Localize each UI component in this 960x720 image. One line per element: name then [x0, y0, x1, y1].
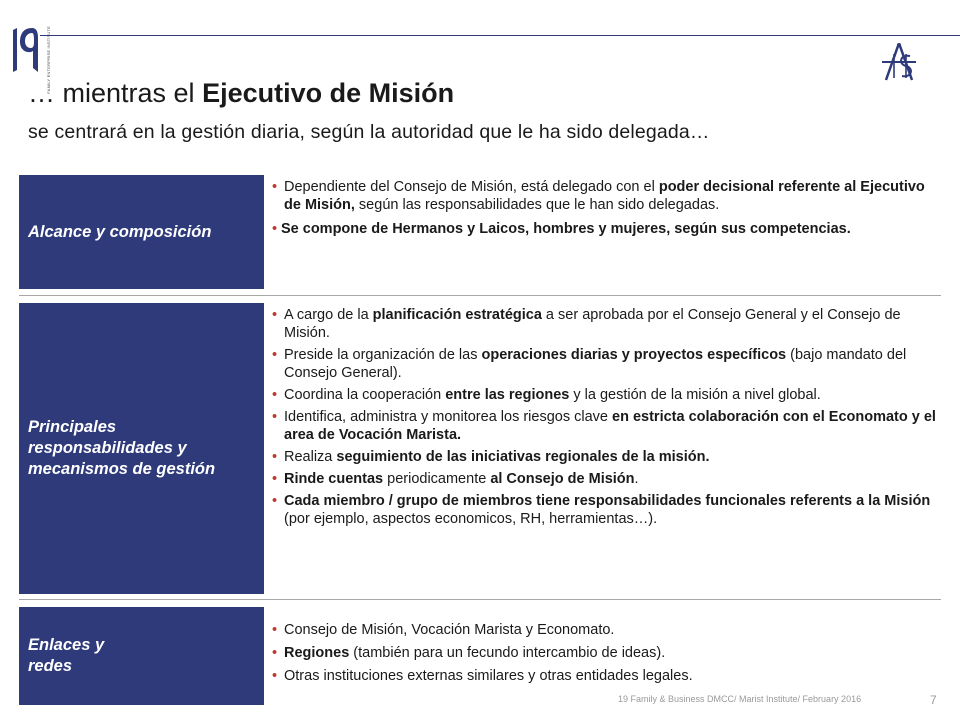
- nineteen-logo-icon: [8, 20, 48, 78]
- section-divider: [19, 295, 941, 296]
- list-item: • A cargo de la planificación estratégica a ser aprobada por el Consejo General y el Consejo de Misión.: [272, 307, 901, 341]
- list-item: • Se compone de Hermanos y Laicos, hombres y mujeres, según sus competencias.: [272, 221, 851, 237]
- list-item: • Dependiente del Consejo de Misión, está delegado con el poder decisional referente al Ejecutivo de Misión, según las responsabilidades que le han sido delegadas.: [272, 179, 925, 213]
- section-content-responsabilidades: [272, 306, 940, 532]
- list-item: • Rinde cuentas periodicamente al Consejo de Misión.: [272, 471, 639, 487]
- section-content-enlaces: [272, 621, 940, 689]
- list-item: • Otras instituciones externas similares y otras entidades legales.: [272, 668, 693, 684]
- marist-logo: [876, 42, 924, 84]
- section-label-enlaces: Enlaces y redes: [19, 607, 264, 705]
- page-number: 7: [930, 693, 937, 707]
- list-item: • Identifica, administra y monitorea los riesgos clave en estricta colaboración con el Economato y el area de Vocación Marista.: [272, 409, 936, 443]
- section-divider: [19, 599, 941, 600]
- page-title: … mientras el Ejecutivo de Misión: [28, 78, 455, 108]
- ams-monogram-icon: [876, 42, 924, 84]
- list-item: • Preside la organización de las operaciones diarias y proyectos específicos (bajo mandato del Consejo General).: [272, 347, 907, 381]
- section-content-alcance: [272, 178, 940, 242]
- list-item: • Realiza seguimiento de las iniciativas regionales de la misión.: [272, 449, 710, 465]
- logo-small-text: FAMILY ENTERPRISE INSTITUTE: [46, 26, 51, 94]
- section-label-alcance: Alcance y composición: [19, 175, 264, 289]
- family-business-logo: [8, 20, 54, 94]
- footer-text: 19 Family & Business DMCC/ Marist Institute/ February 2016: [618, 694, 862, 704]
- section-label-responsabilidades: Principales responsabilidades y mecanismos de gestión: [19, 303, 264, 594]
- list-item: • Consejo de Misión, Vocación Marista y Economato.: [272, 622, 615, 638]
- page-subtitle: se centrará en la gestión diaria, según la autoridad que le ha sido delegada…: [28, 121, 710, 143]
- top-rule: [40, 35, 960, 36]
- list-item: • Coordina la cooperación entre las regiones y la gestión de la misión a nivel global.: [272, 387, 821, 403]
- list-item: • Cada miembro / grupo de miembros tiene responsabilidades funcionales referents a la Misión (por ejemplo, aspectos economicos, RH, herramientas…).: [272, 493, 931, 527]
- list-item: • Regiones (también para un fecundo intercambio de ideas).: [272, 645, 666, 661]
